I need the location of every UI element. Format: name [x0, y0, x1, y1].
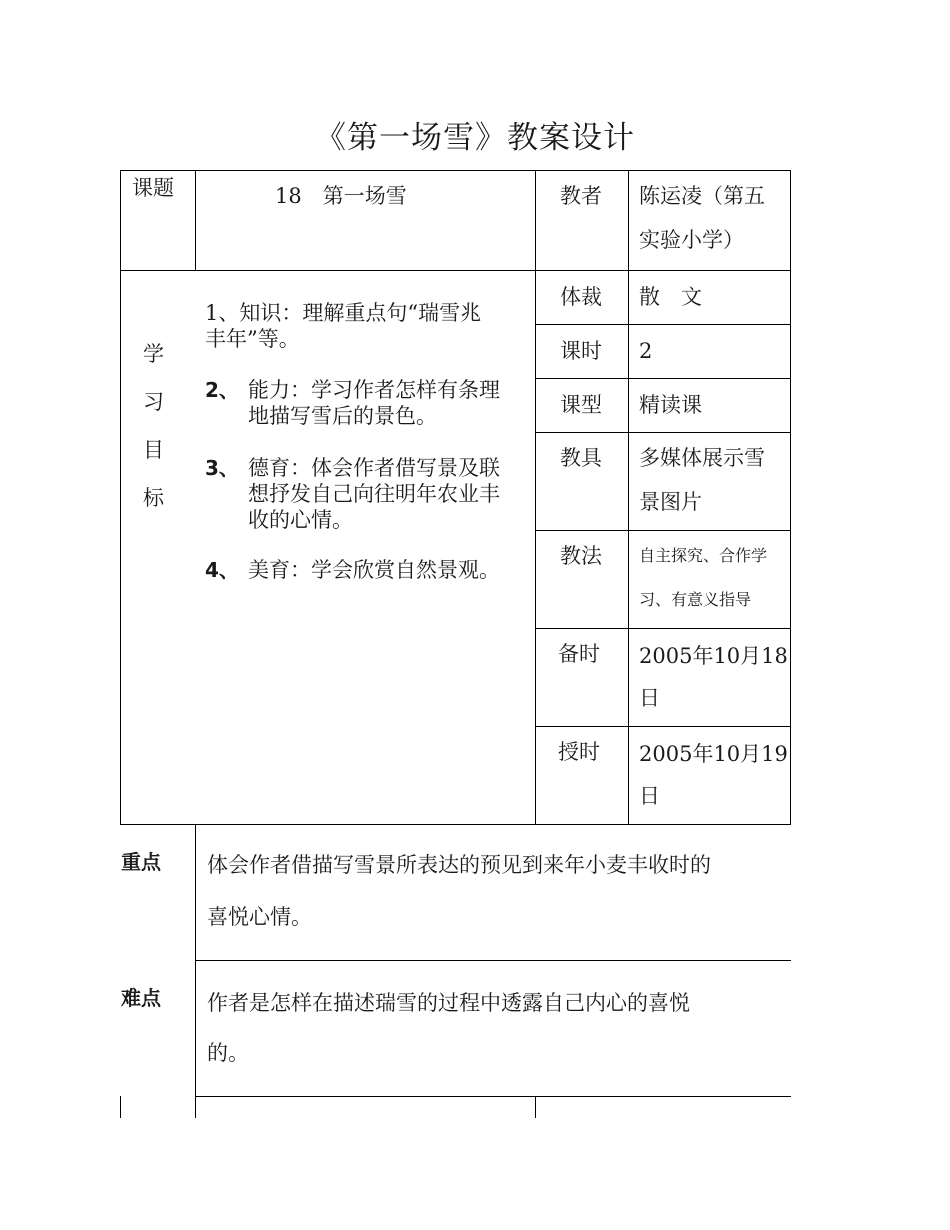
- grid-line: [628, 170, 629, 825]
- goal-number: 4、: [205, 558, 239, 582]
- focus-line1: 体会作者借描写雪景所表达的预见到来年小麦丰收时的: [207, 853, 711, 877]
- prep-time-line2: 日: [639, 686, 660, 710]
- goal-item: [205, 300, 481, 326]
- focus-line2: 喜悦心情。: [207, 905, 312, 929]
- teach-time-line2: 日: [639, 784, 660, 808]
- grid-line: [535, 726, 791, 727]
- topic-value: 18 第一场雪: [275, 184, 407, 208]
- genre-value: 散 文: [639, 285, 702, 309]
- grid-line: [120, 170, 791, 171]
- goal-text: 能力：学习作者怎样有条理: [248, 378, 500, 402]
- goals-label: [143, 330, 167, 522]
- goals-label-char: 习: [143, 390, 164, 414]
- method-value-line2: 习、有意义指导: [639, 590, 752, 609]
- type-label: 课型: [560, 393, 602, 417]
- grid-line: [120, 1096, 121, 1118]
- tools-value-line2: 景图片: [639, 490, 702, 514]
- prep-time-line1: 2005年10月18: [639, 644, 788, 668]
- goal-number: 3、: [205, 456, 239, 480]
- tools-value-line1: 多媒体展示雪: [639, 446, 765, 470]
- method-value-line1: 自主探究、合作学: [639, 546, 768, 565]
- genre-label: 体裁: [560, 285, 602, 309]
- goal-text: 想抒发自己向往明年农业丰: [248, 482, 500, 506]
- teach-time-label: 授时: [558, 740, 600, 764]
- type-value: 精读课: [639, 393, 702, 417]
- grid-line: [120, 824, 791, 825]
- grid-line: [195, 170, 196, 271]
- difficulty-label: 难点: [121, 986, 161, 1010]
- grid-line: [535, 530, 791, 531]
- goals-label-char: 目: [143, 438, 164, 462]
- goal-text: 丰年”等。: [205, 327, 300, 351]
- goal-text: 地描写雪后的景色。: [248, 404, 437, 428]
- teacher-value-line1: 陈运凌（第五: [639, 184, 765, 208]
- goal-text: 收的心情。: [248, 508, 353, 532]
- grid-line: [535, 1096, 536, 1118]
- teacher-value-line2: 实验小学）: [639, 228, 744, 252]
- focus-label: 重点: [121, 850, 161, 874]
- grid-line: [790, 170, 791, 825]
- grid-line: [120, 170, 121, 825]
- teach-time-line1: 2005年10月19: [639, 742, 788, 766]
- topic-label: 课题: [132, 176, 174, 200]
- teacher-label: 教者: [560, 184, 602, 208]
- grid-line: [196, 1096, 791, 1097]
- grid-line: [535, 432, 791, 433]
- goal-text: 德育：体会作者借写景及联: [248, 456, 500, 480]
- prep-time-label: 备时: [558, 642, 600, 666]
- grid-line: [535, 378, 791, 379]
- goal-text: 知识：理解重点句“瑞雪兆: [239, 301, 482, 325]
- grid-line: [535, 170, 536, 825]
- goal-number: 2、: [205, 378, 239, 402]
- grid-line: [535, 628, 791, 629]
- goal-text: 美育：学会欣赏自然景观。: [248, 558, 500, 582]
- difficulty-line1: 作者是怎样在描述瑞雪的过程中透露自己内心的喜悦: [207, 991, 690, 1015]
- hours-value: 2: [639, 339, 653, 363]
- tools-label: 教具: [560, 446, 602, 470]
- grid-line: [195, 824, 196, 1118]
- goals-label-char: 标: [143, 486, 164, 510]
- document-title: 《第一场雪》教案设计: [315, 120, 635, 156]
- grid-line: [196, 960, 791, 961]
- goal-number: 1、: [205, 301, 240, 325]
- method-label: 教法: [560, 544, 602, 568]
- grid-line: [535, 324, 791, 325]
- goals-label-char: 学: [143, 342, 164, 366]
- difficulty-line2: 的。: [207, 1041, 249, 1065]
- hours-label: 课时: [560, 339, 602, 363]
- grid-line: [120, 270, 791, 271]
